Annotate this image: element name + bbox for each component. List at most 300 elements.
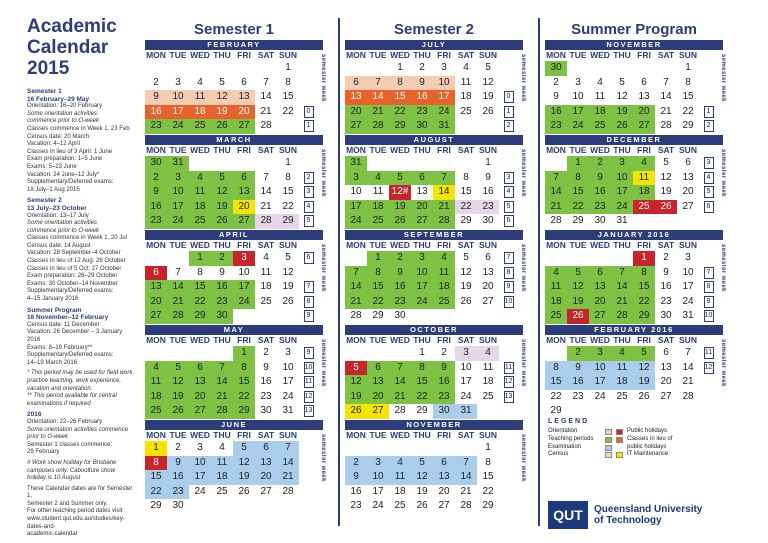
day-cell <box>433 441 455 456</box>
day-cell: 1 <box>367 251 389 266</box>
month-november <box>345 420 523 514</box>
day-cell: 23 <box>167 485 189 500</box>
weekday-label: THU <box>213 145 231 155</box>
day-cell <box>677 214 699 229</box>
day-cell: 25 <box>616 390 628 402</box>
day-cell: 17 <box>345 200 367 215</box>
day-cell: 7 <box>211 361 233 376</box>
university-name-line-2: of Technology <box>594 515 662 526</box>
week-row <box>145 485 323 500</box>
weekday-label: FRI <box>637 240 651 250</box>
day-cell: 29 <box>372 310 384 321</box>
day-cell: 5 <box>485 62 491 73</box>
day-cell: 5 <box>345 361 367 376</box>
legend-swatch <box>605 445 612 451</box>
day-cell: 15 <box>367 280 389 295</box>
day-cell: 4 <box>367 171 389 186</box>
week-number-slot <box>303 214 314 229</box>
day-cell: 28 <box>367 119 389 134</box>
day-cell: 4 <box>545 266 567 281</box>
weekday-label: SUN <box>279 145 297 155</box>
key-date-line: examinations if required <box>27 400 91 407</box>
week-row <box>545 76 723 91</box>
weekday-label: SAT <box>257 240 275 250</box>
day-cell <box>611 61 633 76</box>
week-number: 2 <box>704 120 714 132</box>
day-cell: 18 <box>611 375 633 390</box>
day-cell: 27 <box>633 119 655 134</box>
day-cell <box>567 251 589 266</box>
day-cell: 5 <box>233 441 255 456</box>
day-cell: 16 <box>545 105 567 120</box>
week-number-slot <box>703 390 714 405</box>
week-number: 4 <box>504 186 514 198</box>
key-date-line: 2016 <box>27 411 42 419</box>
day-cell: 30 <box>545 61 567 76</box>
day-cell: 15 <box>460 186 472 197</box>
week-row <box>345 499 523 514</box>
day-cell: 20 <box>633 105 655 120</box>
day-cell: 4 <box>189 171 211 186</box>
weekday-label: MON <box>146 240 166 250</box>
day-cell: 2 <box>211 251 233 266</box>
day-cell: 26 <box>638 390 650 402</box>
month-january-2016 <box>545 230 723 324</box>
day-cell: 4 <box>597 76 603 88</box>
week-row <box>145 90 323 105</box>
week-number-slot <box>703 90 714 105</box>
day-cell: 19 <box>211 105 233 120</box>
day-cell <box>145 61 167 76</box>
weekday-label: WED <box>590 335 610 345</box>
day-cell: 13 <box>660 361 672 373</box>
week-row <box>545 156 723 171</box>
key-date-line: campuses only. Caboolture show <box>27 467 115 474</box>
day-cell: 10 <box>238 266 250 278</box>
day-cell: 21 <box>260 105 272 117</box>
day-cell: 19 <box>211 200 233 215</box>
key-date-line: vacation and orientation. <box>27 385 93 392</box>
day-cell: 1 <box>633 251 655 266</box>
week-number-slot <box>503 441 514 456</box>
week-number: 12 <box>704 362 714 374</box>
day-cell: 27 <box>682 200 694 212</box>
key-date-line: Census date: 11 December <box>27 321 100 328</box>
day-cell: 2 <box>419 62 425 73</box>
week-number-slot <box>503 251 514 266</box>
week-row <box>145 499 323 514</box>
month-april <box>145 230 323 324</box>
day-cell: 5 <box>285 252 291 263</box>
weekday-label: SAT <box>257 50 275 60</box>
day-cell <box>633 61 655 76</box>
day-cell: 7 <box>685 347 691 358</box>
legend-row <box>548 444 724 452</box>
weekday-label: TUE <box>369 430 387 440</box>
day-cell <box>211 156 233 171</box>
legend-item <box>616 451 668 459</box>
weekday-label: MON <box>546 335 566 345</box>
day-cell: 14 <box>167 280 189 295</box>
week-number: 12 <box>304 391 314 403</box>
day-cell: 16 <box>350 485 362 497</box>
week-row <box>545 90 723 105</box>
day-cell: 31 <box>167 156 189 171</box>
day-cell: 9 <box>263 361 269 373</box>
day-cell <box>455 156 477 171</box>
month-december <box>545 135 723 229</box>
semester-week-label: semester week <box>320 434 326 482</box>
week-number-slot <box>303 76 314 91</box>
day-cell: 11 <box>594 91 606 102</box>
day-cell: 20 <box>482 281 494 292</box>
day-cell: 30 <box>394 310 406 321</box>
weekday-label: SUN <box>279 335 297 345</box>
legend-item: Census <box>548 451 616 459</box>
day-cell: 11 <box>633 171 655 186</box>
day-cell: 10 <box>460 361 472 373</box>
week-row <box>145 390 323 405</box>
day-cell: 31 <box>616 215 628 226</box>
week-row <box>345 280 523 295</box>
day-cell: 7 <box>663 76 669 88</box>
week-number-slot <box>503 171 514 186</box>
week-row <box>345 295 523 310</box>
day-cell <box>477 404 499 419</box>
key-date-line: ** This period available for central <box>27 393 117 400</box>
day-cell <box>167 61 189 76</box>
semester-week-column <box>303 156 314 229</box>
day-cell <box>411 441 433 456</box>
day-cell: 10 <box>611 171 633 186</box>
weekday-label: TUE <box>569 145 587 155</box>
day-cell <box>145 251 167 266</box>
day-cell: 6 <box>189 361 211 376</box>
day-cell: 18 <box>367 200 389 215</box>
weekday-label: SAT <box>657 145 675 155</box>
day-cell: 22 <box>411 390 433 405</box>
weekday-label: MON <box>146 50 166 60</box>
weekday-label: WED <box>590 50 610 60</box>
week-row <box>545 251 723 266</box>
day-cell: 9 <box>589 171 611 186</box>
day-cell: 7 <box>175 266 181 278</box>
day-cell <box>367 61 389 76</box>
legend-item <box>616 444 666 452</box>
day-cell: 10 <box>367 470 389 485</box>
day-cell: 10 <box>411 266 433 281</box>
day-cell: 16 <box>145 105 167 120</box>
week-row <box>345 309 523 324</box>
week-number-slot <box>703 61 714 76</box>
day-cell: 15 <box>545 375 567 390</box>
week-number: 4 <box>704 172 714 184</box>
weekday-label: MON <box>546 50 566 60</box>
key-date-line: Supplementary/Deferred exams: <box>27 352 114 359</box>
day-cell: 21 <box>167 295 189 310</box>
day-cell: 31 <box>345 156 367 171</box>
day-cell: 10 <box>589 361 611 376</box>
week-row <box>145 156 323 171</box>
day-cell: 20 <box>660 376 672 387</box>
day-cell: 13 <box>433 470 455 485</box>
week-number-slot <box>703 309 714 324</box>
key-dates-list <box>27 88 136 539</box>
weekday-label: THU <box>213 240 231 250</box>
day-cell: 21 <box>345 295 367 310</box>
day-cell: 22 <box>550 390 562 402</box>
weekday-label: SUN <box>279 240 297 250</box>
key-date-line: Supplementary/Deferred exams: <box>27 288 114 295</box>
weekday-label: SUN <box>679 145 697 155</box>
semester-week-column <box>303 346 314 419</box>
weekday-label: THU <box>413 335 431 345</box>
semester-week-column <box>703 61 714 134</box>
day-cell: 16 <box>260 376 272 387</box>
day-cell: 25 <box>433 295 455 310</box>
week-number-slot <box>303 280 314 295</box>
week-row <box>545 280 723 295</box>
day-cell: 11 <box>433 266 455 281</box>
day-cell: 28 <box>460 500 472 511</box>
day-cell: 9 <box>553 91 559 102</box>
week-row <box>345 346 523 361</box>
key-date-line: Some orientation activities <box>27 110 98 117</box>
week-number-slot <box>303 251 314 266</box>
day-cell: 25 <box>589 119 611 134</box>
day-cell: 15 <box>482 471 494 482</box>
key-date-line: 29 February <box>27 449 60 456</box>
weekday-label: WED <box>390 50 410 60</box>
day-cell: 1 <box>397 62 403 73</box>
week-row <box>345 251 523 266</box>
day-cell: 13 <box>682 171 694 183</box>
day-cell: 7 <box>433 171 455 186</box>
day-cell: 8 <box>567 171 589 186</box>
day-cell: 22 <box>233 390 255 405</box>
day-cell: 2 <box>441 347 447 358</box>
day-cell: 21 <box>660 105 672 117</box>
day-cell <box>611 251 633 266</box>
day-cell: 12 <box>567 280 589 295</box>
semester-week-label: semester week <box>720 339 726 387</box>
day-cell: 20 <box>411 200 433 215</box>
day-cell: 18 <box>189 200 211 215</box>
day-cell: 27 <box>660 390 672 402</box>
day-cell: 15 <box>633 280 655 295</box>
week-number-slot <box>303 485 314 500</box>
weekday-header <box>345 335 523 346</box>
day-cell <box>655 404 677 419</box>
day-cell: 21 <box>367 105 389 120</box>
week-number-slot <box>703 105 714 120</box>
day-cell: 5 <box>633 346 655 361</box>
weekday-label: SUN <box>279 430 297 440</box>
day-cell: 19 <box>345 390 367 405</box>
day-cell: 20 <box>438 485 450 497</box>
weekday-label: WED <box>390 240 410 250</box>
university-name-line-1: Queensland University <box>594 504 703 515</box>
week-number: 5 <box>704 186 714 198</box>
day-cell: 4 <box>219 442 225 453</box>
key-date-line: Classes commence in Week 1, 20 Jul <box>27 235 127 242</box>
day-cell: 17 <box>611 185 633 200</box>
day-cell <box>567 404 589 419</box>
weekday-label: SAT <box>657 335 675 345</box>
day-cell: 21 <box>611 295 633 310</box>
day-cell <box>477 309 499 324</box>
semester-week-label: semester week <box>720 244 726 292</box>
day-cell <box>233 156 255 171</box>
day-cell <box>567 61 589 76</box>
legend-title: LEGEND <box>548 418 590 425</box>
day-cell: 15 <box>282 91 294 102</box>
day-cell: 25 <box>482 390 494 402</box>
day-cell: 14 <box>611 280 633 295</box>
weekday-label: SAT <box>457 145 475 155</box>
day-cell: 24 <box>567 119 589 134</box>
legend-row <box>548 428 724 436</box>
day-cell: 3 <box>455 346 477 361</box>
day-cell: 16 <box>211 280 233 295</box>
day-cell: 21 <box>682 376 694 387</box>
legend-label: IT Maintenance <box>627 451 669 458</box>
weekday-label: TUE <box>369 145 387 155</box>
day-cell: 3 <box>411 251 433 266</box>
day-cell: 16 <box>567 375 589 390</box>
day-cell <box>545 346 567 361</box>
day-cell: 7 <box>545 171 567 186</box>
day-cell: 19 <box>660 186 672 197</box>
weekday-header <box>545 145 723 156</box>
week-number-slot <box>303 266 314 281</box>
day-cell: 30 <box>145 156 167 171</box>
week-number-slot <box>703 266 714 281</box>
week-row <box>345 404 523 419</box>
day-cell: 30 <box>660 310 672 321</box>
day-cell: 19 <box>282 281 294 292</box>
semester-week-label: semester week <box>320 339 326 387</box>
day-cell: 14 <box>277 456 299 471</box>
week-number: 9 <box>304 310 314 322</box>
week-number-slot <box>303 61 314 76</box>
week-number: 13 <box>304 405 314 417</box>
day-cell: 13 <box>416 186 428 197</box>
day-cell: 24 <box>682 295 694 307</box>
weekday-label: THU <box>413 240 431 250</box>
day-cell: 29 <box>682 120 694 131</box>
week-number: 1 <box>704 106 714 118</box>
day-cell: 5 <box>463 252 469 263</box>
day-cell: 2 <box>345 456 367 471</box>
day-cell: 3 <box>175 76 181 88</box>
day-cell: 19 <box>633 375 655 390</box>
day-cell: 23 <box>433 390 455 405</box>
day-cell: 23 <box>477 200 499 215</box>
week-number-slot <box>703 200 714 215</box>
week-number-slot <box>503 309 514 324</box>
week-number-slot <box>503 499 514 514</box>
day-cell: 26 <box>416 500 428 511</box>
day-cell: 15 <box>389 90 411 105</box>
day-cell: 19 <box>167 390 189 405</box>
day-cell: 4 <box>477 346 499 361</box>
weekday-label: THU <box>613 50 631 60</box>
day-cell <box>655 61 677 76</box>
weekday-label: TUE <box>569 240 587 250</box>
weekday-label: MON <box>346 430 366 440</box>
day-cell <box>277 119 299 134</box>
weekday-label: SAT <box>457 50 475 60</box>
university-name <box>594 504 702 526</box>
weekday-label: TUE <box>169 50 187 60</box>
day-cell: 9 <box>345 470 367 485</box>
day-cell: 9 <box>567 361 589 376</box>
day-cell: 18 <box>633 185 655 200</box>
week-row <box>345 456 523 471</box>
day-cell: 3 <box>367 456 389 471</box>
month-title: NOVEMBER <box>545 40 723 50</box>
weekday-label: FRI <box>237 335 251 345</box>
key-date-line: 4–15 January 2016 <box>27 296 79 303</box>
day-cell: 1 <box>233 346 255 361</box>
day-cell: 8 <box>389 76 411 91</box>
day-cell: 24 <box>167 119 189 134</box>
key-date-line: academic-calendar <box>27 531 78 538</box>
weekday-label: SUN <box>479 50 497 60</box>
week-number-slot <box>303 346 314 361</box>
day-cell: 18 <box>482 376 494 387</box>
week-row <box>345 441 523 456</box>
day-cell: 27 <box>589 309 611 324</box>
day-cell: 2 <box>589 156 611 171</box>
day-cell: 19 <box>389 200 411 215</box>
key-date-line: commence prior to O-week <box>27 118 100 125</box>
day-cell <box>189 499 211 514</box>
day-cell: 4 <box>433 251 455 266</box>
day-cell: 7 <box>455 456 477 471</box>
day-cell: 8 <box>197 266 203 278</box>
day-cell: 2 <box>553 76 559 88</box>
legend-swatch <box>616 429 623 435</box>
day-cell: 3 <box>285 347 291 358</box>
weekday-header <box>545 335 723 346</box>
day-cell: 29 <box>277 214 299 229</box>
day-cell <box>345 61 367 76</box>
week-number-slot <box>703 214 714 229</box>
week-number-slot <box>303 295 314 310</box>
day-cell: 18 <box>545 295 567 310</box>
key-date-line: Orientation: 13–17 July <box>27 212 89 219</box>
day-cell: 27 <box>233 119 255 134</box>
month-may <box>145 325 323 419</box>
day-cell: 20 <box>233 105 255 120</box>
day-cell: 27 <box>482 295 494 307</box>
day-cell: 17 <box>682 281 694 292</box>
week-number-slot <box>503 76 514 91</box>
day-cell: 18 <box>589 105 611 120</box>
semester-week-column <box>503 441 514 514</box>
weekday-label: FRI <box>437 335 451 345</box>
day-cell: 25 <box>260 295 272 307</box>
day-cell: 12# <box>389 185 411 200</box>
day-cell: 8 <box>463 171 469 183</box>
day-cell: 25 <box>145 404 167 419</box>
week-number-slot <box>303 441 314 456</box>
weekday-label: WED <box>590 240 610 250</box>
week-row <box>145 105 323 120</box>
week-number: 8 <box>304 296 314 308</box>
